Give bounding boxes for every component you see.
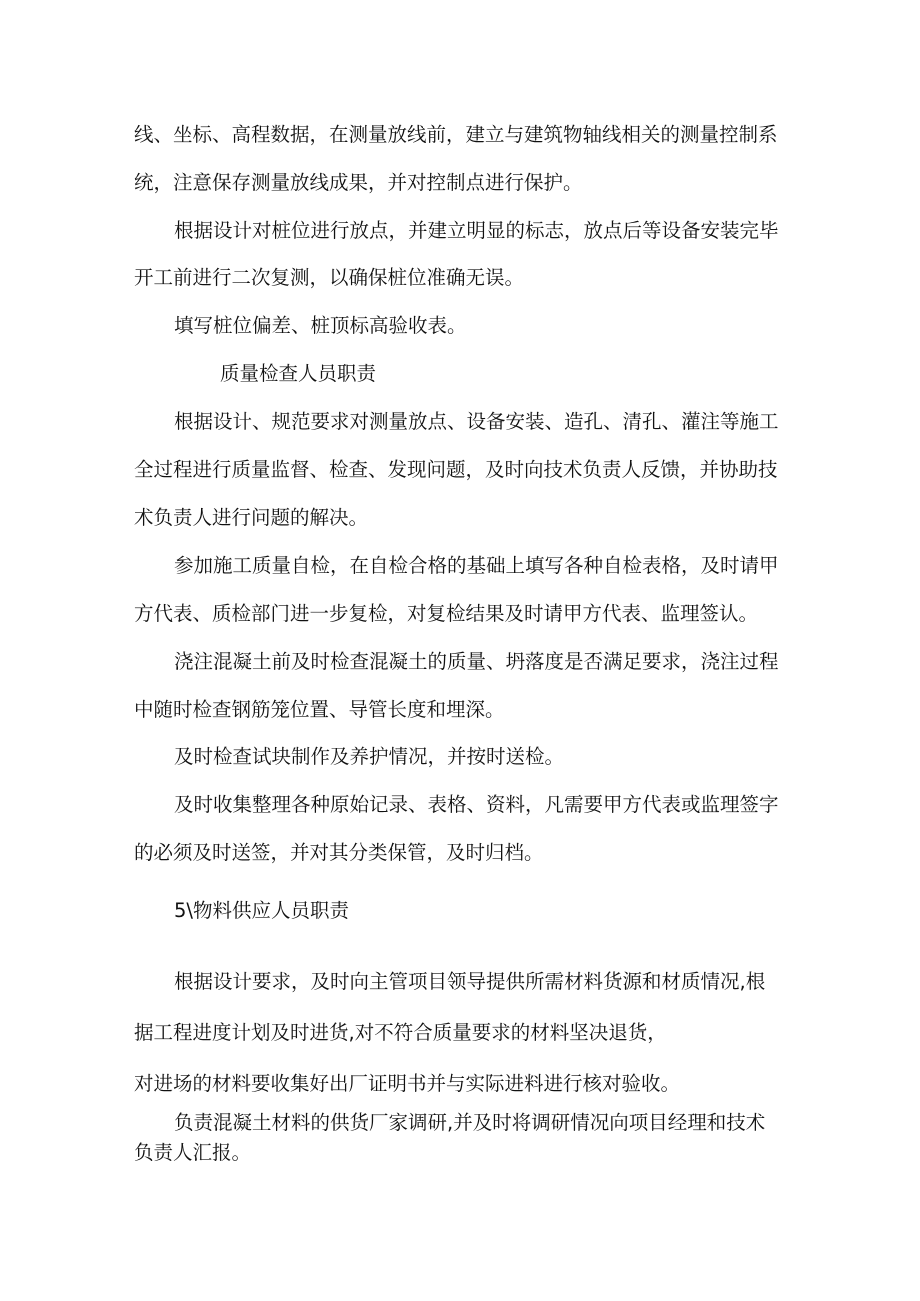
body-text-line: 术负责人进行问题的解决。 (134, 506, 369, 529)
body-text-line: 方代表、质检部门进一步复检，对复检结果及时请甲方代表、监理签认。 (134, 602, 759, 625)
body-text-line: 据工程进度计划及时进货,对不符合质量要求的材料坚决退货， (134, 1021, 667, 1044)
body-text-line: 根据设计要求，及时向主管项目领导提供所需材料货源和材质情况,根 (174, 970, 766, 993)
section-heading-materials: 5\物料供应人员职责 (174, 899, 349, 922)
body-text-line: 及时检查试块制作及养护情况，并按时送检。 (174, 745, 565, 768)
body-text-line: 中随时检查钢筋笼位置、导管长度和埋深。 (134, 698, 505, 721)
body-text-line: 填写桩位偏差、桩顶标高验收表。 (174, 314, 467, 337)
body-text-line: 负责人汇报。 (134, 1141, 252, 1164)
body-text-line: 开工前进行二次复测，以确保桩位准确无误。 (134, 266, 525, 289)
body-text-line: 浇注混凝土前及时检查混凝土的质量、坍落度是否满足要求，浇注过程 (174, 650, 779, 673)
body-text-line: 线、坐标、高程数据，在测量放线前，建立与建筑物轴线相关的测量控制系 (134, 123, 778, 146)
body-text-line: 及时收集整理各种原始记录、表格、资料，凡需要甲方代表或监理签字 (174, 793, 779, 816)
body-text-line: 统，注意保存测量放线成果，并对控制点进行保护。 (134, 171, 583, 194)
body-text-line: 根据设计、规范要求对测量放点、设备安装、造孔、清孔、灌注等施工 (174, 410, 779, 433)
section-heading-quality: 质量检查人员职责 (220, 362, 377, 385)
body-text-line: 对进场的材料要收集好出厂证明书并与实际进料进行核对验收。 (134, 1072, 681, 1095)
body-text-line: 参加施工质量自检，在自检合格的基础上填写各种自检表格，及时请甲 (174, 554, 779, 577)
body-text-line: 根据设计对桩位进行放点，并建立明显的标志，放点后等设备安装完毕 (174, 219, 779, 242)
body-text-line: 全过程进行质量监督、检查、发现问题，及时向技术负责人反馈，并协助技 (134, 458, 778, 481)
body-text-line: 的必须及时送签，并对其分类保管，及时归档。 (134, 841, 544, 864)
body-text-line: 负责混凝土材料的供货厂家调研,并及时将调研情况向项目经理和技术 (174, 1111, 766, 1134)
